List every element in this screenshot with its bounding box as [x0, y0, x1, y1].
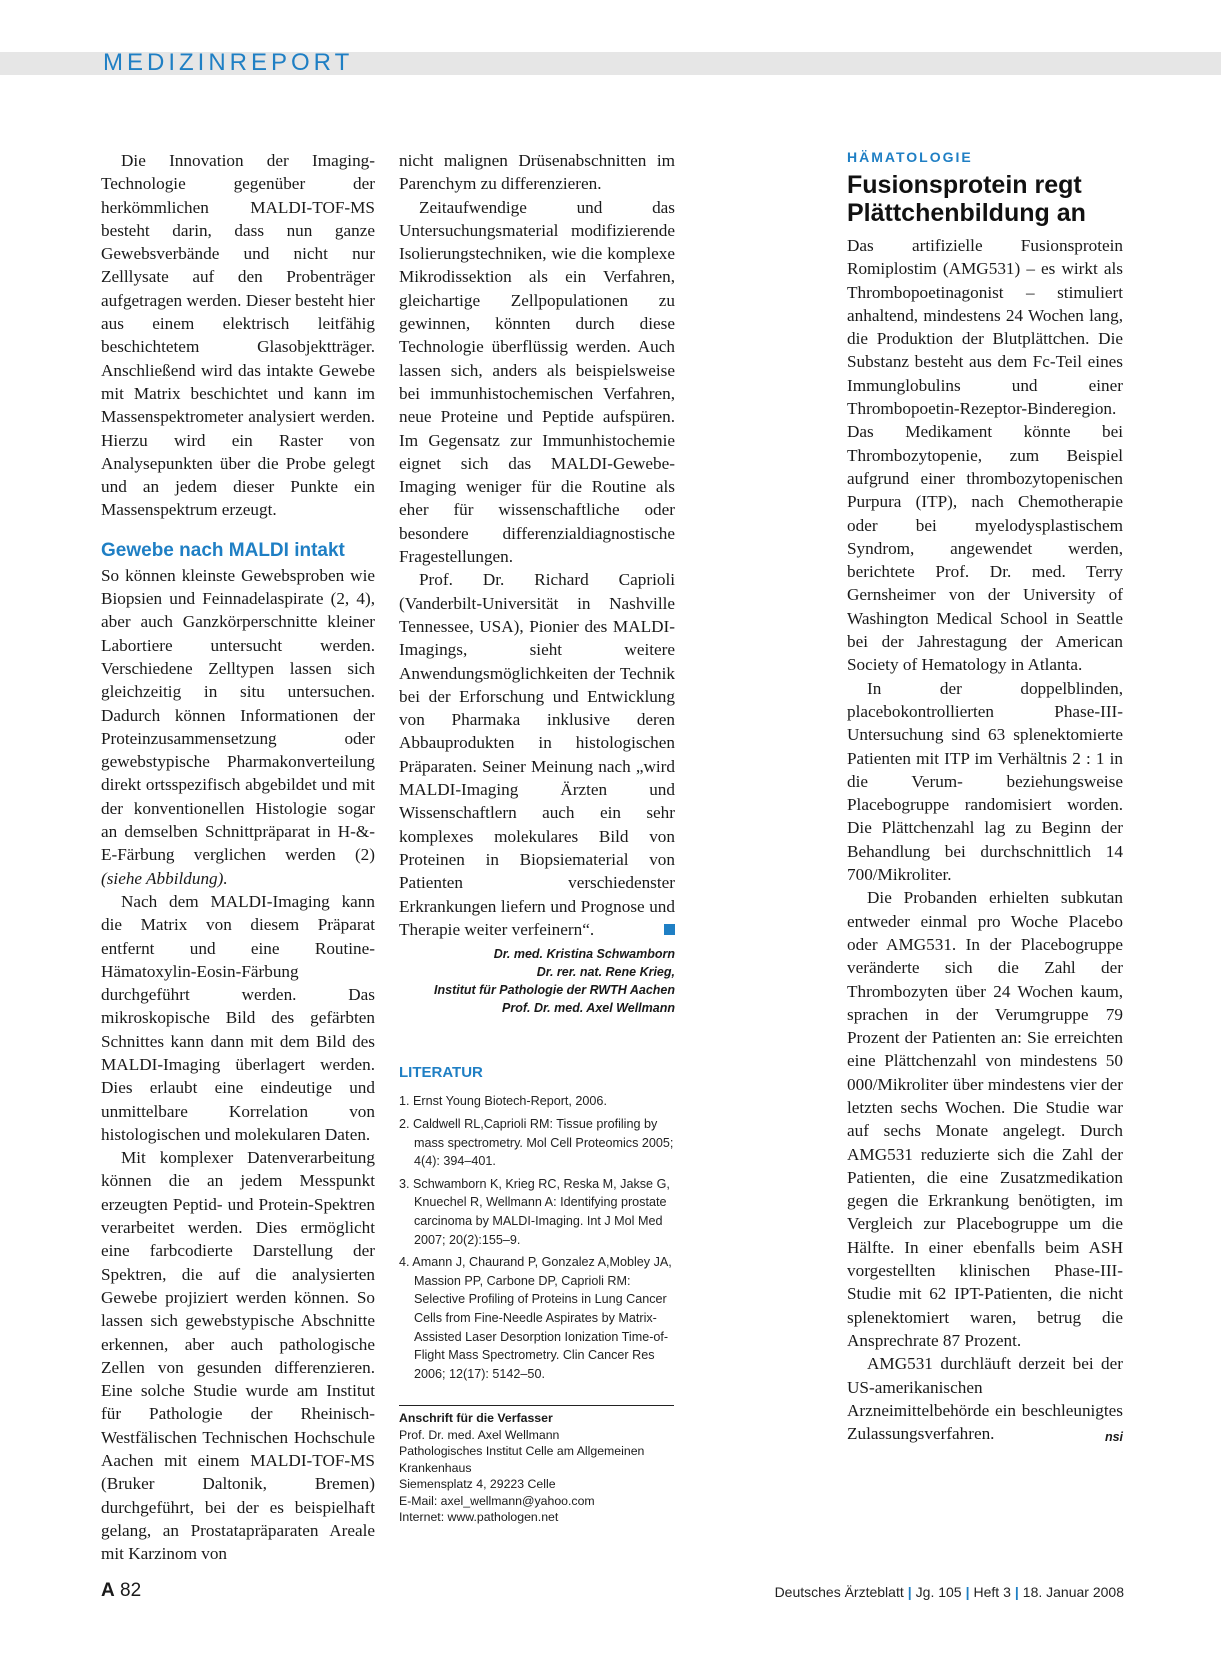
- article-column-1: [101, 149, 375, 1566]
- news-headline: Fusionsprotein regt Plättchenbildung an: [847, 171, 1086, 227]
- literature-item: 4. Amann J, Chaurand P, Gonzalez A,Mobley JA, Massion PP, Carbone DP, Caprioli RM: Selective Profiling of Proteins in Lung Cancer Cells from Fine-Needle Aspirates by Matrix-Assisted Laser Desorption Ionization Time-of-Flight Mass Spectrometry. Clin Cancer Res 2006; 12(17): 5142–50.: [399, 1255, 672, 1381]
- literature-item: 1. Ernst Young Biotech-Report, 2006.: [399, 1094, 607, 1109]
- author-line: Dr. med. Kristina Schwamborn: [493, 947, 675, 962]
- article-column-2: [399, 149, 675, 1526]
- author-initials: nsi: [1104, 1430, 1123, 1445]
- journal-name: Deutsches Ärzteblatt: [774, 1584, 904, 1600]
- section-label: MEDIZINREPORT: [103, 49, 354, 76]
- footer-separator: |: [907, 1584, 912, 1600]
- author-line: Institut für Pathologie der RWTH Aachen: [434, 983, 675, 998]
- news-kicker: HÄMATOLOGIE: [847, 149, 973, 165]
- literature-item: 3. Schwamborn K, Krieg RC, Reska M, Jakse G, Knuechel R, Wellmann A: Identifying prostate carcinoma by MALDI-Imaging. Int J Mol Med 2007; 20(2):155–9.: [399, 1176, 670, 1247]
- journal-date: 18. Januar 2008: [1022, 1584, 1124, 1600]
- address-line: E-Mail: axel_wellmann@yahoo.com: [399, 1493, 595, 1508]
- paragraph: Nach dem MALDI-Imaging kann die Matrix von diesem Präparat entfernt und eine Routine-Hämatoxylin-Eosin-Färbung durchgeführt werden. Das mikroskopische Bild des gefärbten Schnittes kann dann mit dem Bild des MALDI-Imaging überlagert werden. Dies erlaubt eine eindeutige und unmittelbare Korrelation von histologischen und molekularen Daten.: [101, 891, 375, 1144]
- journal-footer: [775, 1584, 1124, 1600]
- paragraph: Das artifizielle Fusionsprotein Romiplostim (AMG531) – es wirkt als Thrombopoetinagonist – stimuliert anhaltend, mindestens 24 Wochen lang, die Produktion der Blutplättchen. Die Substanz besteht aus dem Fc-Teil eines Immunglobulins und einer Thrombopoetin-Rezeptor-Binderegion. Das Medikament könnte bei Thrombozytopenie, zum Beispiel aufgrund einer thrombozytopenischen Purpura (ITP), nach Chemotherapie oder bei myelodysplastischem Syndrom, angewendet werden, berichtete Prof. Dr. med. Terry Gernsheimer von der University of Washington Medical School in Seattle bei der Jahrestagung der American Society of Hematology in Atlanta.: [847, 236, 1123, 675]
- paragraph: [399, 568, 675, 941]
- paragraph-text: So können kleinste Gewebsproben wie Biopsien und Feinnadelaspirate (2, 4), aber auch Ganzkörperschnitte kleiner Labortiere untersucht werden. Verschiedene Zelltypen lassen sich gleichzeitig in situ untersuchen. Dadurch können Informationen der Proteinzusammensetzung oder gewebstypische Pharmakonverteilung direkt ortsspezifisch abgebildet und mit der konventionellen Histologie sogar an demselben Schnittpräparat in H-&-E-Färbung verglichen werden (2): [101, 565, 375, 865]
- footer-separator: |: [1014, 1584, 1019, 1600]
- paragraph: Zeitaufwendige und das Untersuchungsmaterial modifizierende Isolierungstechniken, wie die komplexe Mikrodissektion als ein Verfahren, gleichartige Zellpopulationen zu gewinnen, könnten durch diese Technologie überflüssig werden. Auch lassen sich, anders als beispielsweise bei immunhistochemischen Verfahren, neue Proteine und Peptide aufspüren. Im Gegensatz zur Immunhistochemie eignet sich das MALDI-Gewebe-Imaging weniger für die Routine als eher für wissenschaftliche oder besondere differenzialdiagnostische Fragestellungen.: [399, 197, 675, 567]
- address-line: Siemensplatz 4, 29223 Celle: [399, 1477, 556, 1492]
- paragraph: nicht malignen Drüsenabschnitten im Parenchym zu differenzieren.: [399, 151, 675, 194]
- address-line: Pathologisches Institut Celle am Allgemeinen Krankenhaus: [399, 1444, 645, 1475]
- page-number-value: 82: [120, 1580, 142, 1601]
- address-line: Prof. Dr. med. Axel Wellmann: [399, 1427, 560, 1442]
- subheading: Gewebe nach MALDI intakt: [101, 539, 345, 561]
- paragraph: In der doppelblinden, placebokontrollierten Phase-III-Untersuchung sind 63 splenektomierte Patienten mit ITP im Verhältnis 2 : 1 in die Verum- beziehungsweise Placebogruppe randomisiert worden. Die Plättchenzahl lag zu Beginn der Behandlung bei durchschnittlich 14 700/Mikroliter.: [847, 678, 1123, 885]
- journal-issue: Heft 3: [973, 1584, 1011, 1600]
- figure-reference: (siehe Abbildung).: [101, 868, 228, 888]
- page-number: [101, 1580, 141, 1602]
- end-of-article-square-icon: [664, 924, 675, 935]
- paragraph: [101, 564, 375, 890]
- literature-heading: LITERATUR: [399, 1064, 483, 1082]
- paragraph: Mit komplexer Datenverarbeitung können die an jedem Messpunkt erzeugten Peptid- und Protein-Spektren verarbeitet werden. Dies ermöglicht eine farbcodierte Darstellung der Spektren, die auf die analysierten Gewebe projiziert werden können. So lassen sich gewebstypische Abschnitte erkennen, aber auch pathologische Zellen von gesunden differenzieren. Eine solche Studie wurde am Institut für Pathologie der Rheinisch-Westfälischen Technischen Hochschule Aachen mit einem MALDI-TOF-MS (Bruker Daltonik, Bremen) durchgeführt, bei der es beispielhaft gelang, an Prostatapräparaten Areale mit Karzinom von: [101, 1148, 375, 1564]
- journal-volume: Jg. 105: [915, 1584, 962, 1600]
- literature-list: [399, 1092, 675, 1383]
- author-line: Dr. rer. nat. Rene Krieg,: [536, 965, 675, 980]
- literature-item: 2. Caldwell RL,Caprioli RM: Tissue profiling by mass spectrometry. Mol Cell Proteomics 2005; 4(4): 394–401.: [399, 1116, 674, 1169]
- footer-separator: |: [965, 1584, 970, 1600]
- address-divider: [399, 1405, 674, 1406]
- address-line: Internet: www.pathologen.net: [399, 1510, 559, 1525]
- paragraph: Die Probanden erhielten subkutan entweder einmal pro Woche Placebo oder AMG531. In der Placebogruppe veränderte sich die Zahl der Thrombozyten über 24 Wochen kaum, sprachen in der Verumgruppe 79 Prozent der Patienten an: Sie erreichten eine Plättchenzahl von mindestens 50 000/Mikroliter über mindestens vier der letzten sechs Wochen. Die Studie war auf sechs Monate angelegt. Durch AMG531 reduzierte sich die Zahl der Patienten, die eine Zusatzmedikation gegen die Erkrankung benötigten, im Vergleich zur Placebogruppe um die Hälfte. In einer ebenfalls beim ASH vorgestellten klinischen Phase-III-Studie mit 62 IPT-Patienten, die nicht splenektomiert waren, betrug die Ansprechrate 87 Prozent.: [847, 888, 1123, 1350]
- paragraph: [847, 1352, 1123, 1445]
- paragraph: Die Innovation der Imaging-Technologie gegenüber der herkömmlichen MALDI-TOF-MS besteht darin, dass nun ganze Gewebsverbände und nicht nur Zelllysate auf den Probenträger aufgetragen werden. Dieser besteht hier aus einem elektrisch leitfähig beschichtetem Glasobjektträger. Anschließend wird das intakte Gewebe mit Matrix beschichtet und kann im Massenspektrometer analysiert werden. Hierzu wird ein Raster von Analysepunkten über die Probe gelegt und an jedem dieser Punkte ein Massenspektrum erzeugt.: [101, 151, 375, 520]
- paragraph-text: Prof. Dr. Richard Caprioli (Vanderbilt-Universität in Nashville Tennessee, USA), Pionier des MALDI-Imagings, sieht weitere Anwendungsmöglichkeiten der Technik bei der Erforschung und Entwicklung von Pharmaka inklusive deren Abbauprodukten in histologischen Präparaten. Seiner Meinung nach „wird MALDI-Imaging Ärzten und Wissenschaftlern auch ein sehr komplexes molekulares Bild von Proteinen in Biopsiematerial von Patienten verschiedenster Erkrankungen liefern und Prognose und Therapie weiter verfeinern“.: [399, 570, 675, 939]
- address-title: Anschrift für die Verfasser: [399, 1411, 553, 1426]
- paragraph-text: AMG531 durchläuft derzeit bei der US-amerikanischen Arzneimittelbehörde ein beschleunigtes Zulassungsverfahren.: [847, 1354, 1123, 1444]
- author-line: Prof. Dr. med. Axel Wellmann: [502, 1001, 675, 1016]
- news-column: [847, 149, 1123, 1449]
- page-prefix: A: [101, 1580, 115, 1601]
- author-address: [399, 1410, 675, 1526]
- author-signature: [399, 945, 675, 1017]
